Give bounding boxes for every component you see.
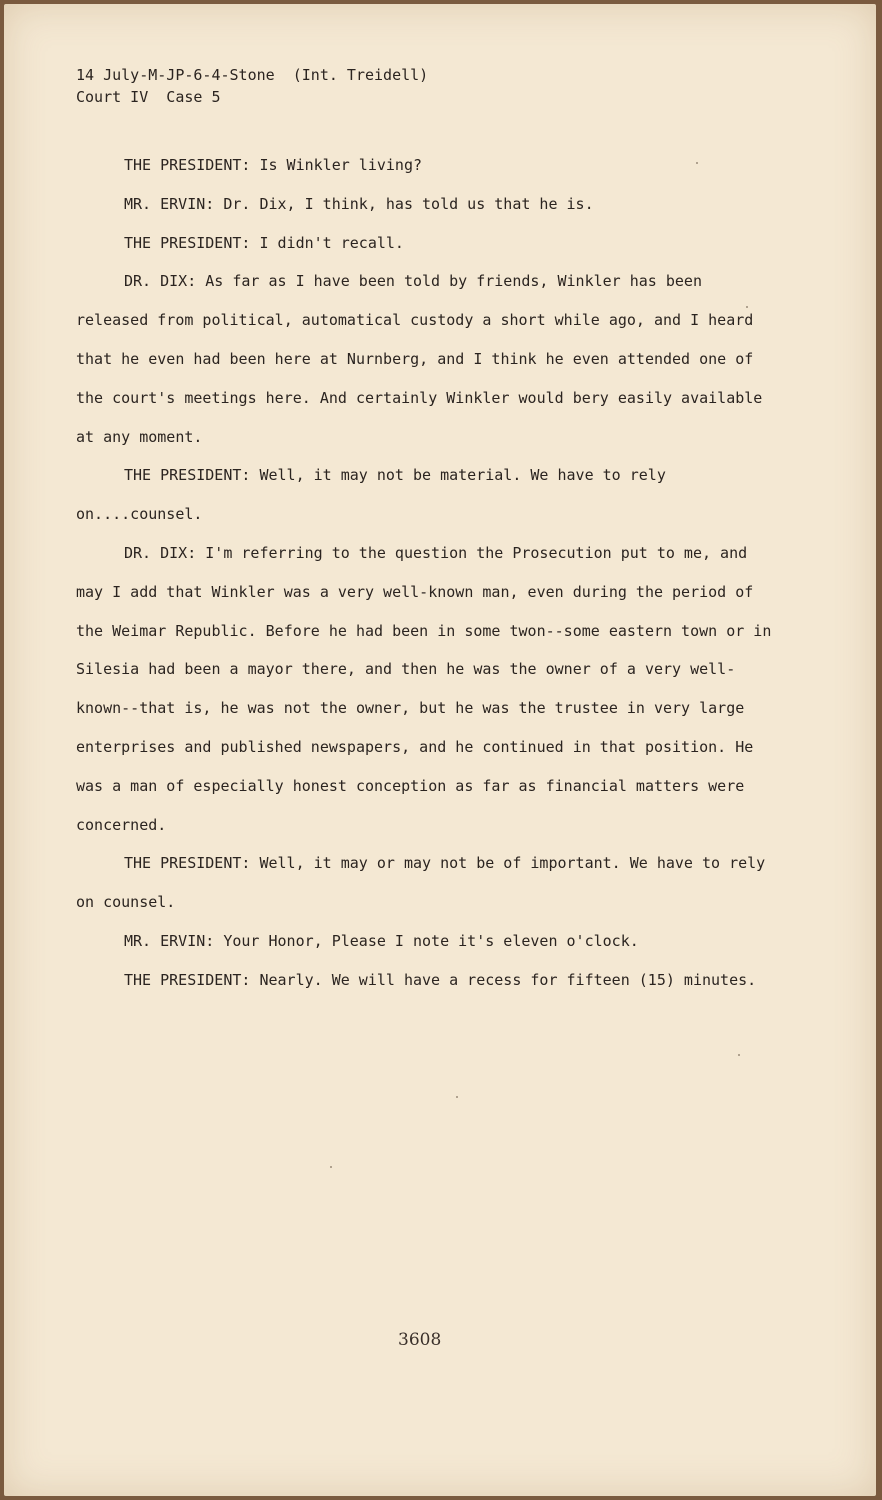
paper-speck	[738, 1054, 740, 1056]
speech-text: As far as I have been told by friends, Winkler has been released from political, automatical custody a short while ago, and I heard that he even had been here at Nurnberg, and I think he even attended one of the court's meetings here. And certainly Winkler would bery easily available at any moment.	[76, 272, 763, 446]
speech-text: Well, it may not be material. We have to rely on....counsel.	[76, 466, 666, 524]
transcript-paragraph	[76, 961, 776, 1000]
speaker-label: THE PRESIDENT:	[124, 233, 251, 252]
header-line-2: Court IV Case 5	[76, 88, 221, 106]
transcript-paragraph	[76, 224, 776, 263]
speaker-label: THE PRESIDENT:	[124, 466, 251, 485]
transcript-paragraph	[76, 146, 776, 185]
speaker-label: THE PRESIDENT:	[124, 854, 251, 873]
transcript-paragraph	[76, 185, 776, 224]
speaker-label: DR. DIX:	[124, 272, 197, 291]
speaker-label: THE PRESIDENT:	[124, 970, 251, 989]
speaker-label: MR. ERVIN:	[124, 194, 215, 213]
transcript-paragraph	[76, 262, 776, 456]
speech-text: Your Honor, Please I note it's eleven o'clock.	[214, 931, 639, 950]
speech-text: Dr. Dix, I think, has told us that he is.	[214, 194, 594, 213]
speaker-label: MR. ERVIN:	[124, 931, 215, 950]
speech-text: Nearly. We will have a recess for fifteen (15) minutes.	[250, 970, 757, 989]
speech-text: Is Winkler living?	[250, 156, 423, 174]
transcript-body	[76, 146, 776, 1000]
page-number: 3608	[398, 1330, 442, 1350]
speech-text: I didn't recall.	[250, 233, 404, 252]
paper-speck	[456, 1096, 458, 1098]
speech-text: I'm referring to the question the Prosecution put to me, and may I add that Winkler was a very well-known man, even during the period of the Weimar Republic. Before he had been in some twon--some eastern town or in Silesia had been a mayor there, and then he was the owner of a very well-known--that is, he was not the owner, but he was the trustee in very large enterprises and published newspapers, and he continued in that position. He was a man of especially honest conception as far as financial matters were concerned.	[76, 543, 772, 834]
transcript-paragraph	[76, 844, 776, 922]
document-page	[4, 4, 876, 1496]
transcript-paragraph	[76, 922, 776, 961]
speech-text: Well, it may or may not be of important. We have to rely on counsel.	[76, 854, 766, 912]
speaker-label: THE PRESIDENT:	[124, 156, 251, 174]
transcript-paragraph	[76, 456, 776, 534]
speaker-label: DR. DIX:	[124, 543, 197, 562]
transcript-paragraph	[76, 534, 776, 844]
transcript	[76, 64, 776, 1000]
header-line-1: 14 July-M-JP-6-4-Stone (Int. Treidell)	[76, 66, 429, 84]
paper-speck	[330, 1166, 332, 1168]
